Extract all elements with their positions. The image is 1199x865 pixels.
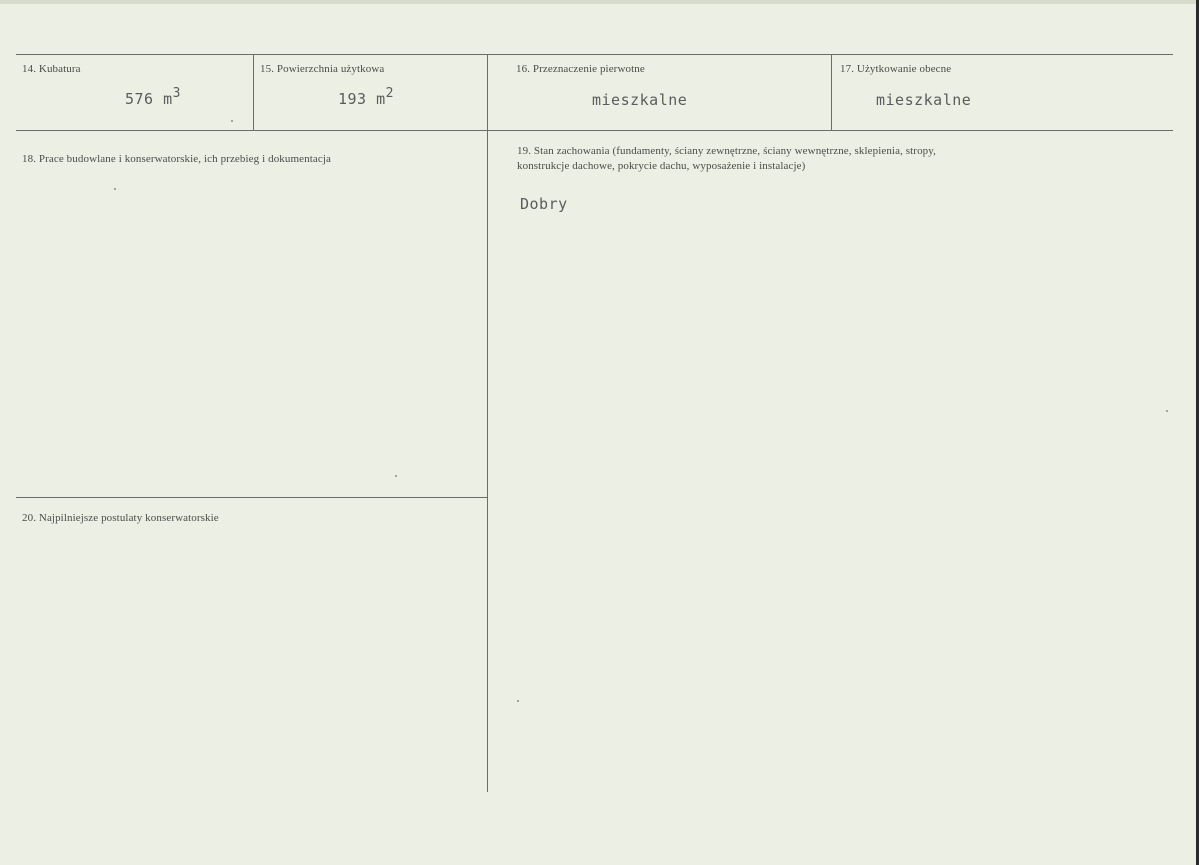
field-20-label: 20. Najpilniejsze postulaty konserwatorskie <box>22 512 219 524</box>
field-14-label: 14. Kubatura <box>22 63 81 75</box>
field-19-label-line1: 19. Stan zachowania (fundamenty, ściany zewnętrzne, ściany wewnętrzne, sklepienia, stropy, <box>517 145 937 157</box>
card-top-edge <box>0 0 1199 4</box>
rule-row1-bottom <box>16 130 1173 131</box>
paper-speck <box>114 188 116 190</box>
divider-main-column <box>487 54 488 792</box>
paper-speck <box>395 475 397 477</box>
field-15-unit-exponent: 2 <box>385 86 394 101</box>
field-16-value: mieszkalne <box>592 91 688 109</box>
field-15-value <box>338 86 394 108</box>
field-15-label: 15. Powierzchnia użytkowa <box>260 63 385 75</box>
field-17-value: mieszkalne <box>876 91 972 109</box>
divider-14-15 <box>253 54 254 130</box>
rule-section18-bottom <box>16 497 487 498</box>
field-19-value: Dobry <box>520 195 568 213</box>
paper-speck <box>1166 410 1168 412</box>
divider-16-17 <box>831 54 832 130</box>
paper-speck <box>517 700 519 702</box>
field-14-value <box>125 86 181 108</box>
field-16-label: 16. Przeznaczenie pierwotne <box>516 63 645 75</box>
field-19-label-line2: konstrukcje dachowe, pokrycie dachu, wyposażenie i instalacje) <box>517 160 806 172</box>
rule-top <box>16 54 1173 55</box>
field-18-label: 18. Prace budowlane i konserwatorskie, ich przebieg i dokumentacja <box>22 153 331 165</box>
field-17-label: 17. Użytkowanie obecne <box>840 63 952 75</box>
paper-speck <box>231 120 233 122</box>
field-15-value-text: 193 m <box>338 90 386 108</box>
field-14-unit-exponent: 3 <box>172 86 181 101</box>
field-14-value-text: 576 m <box>125 90 173 108</box>
